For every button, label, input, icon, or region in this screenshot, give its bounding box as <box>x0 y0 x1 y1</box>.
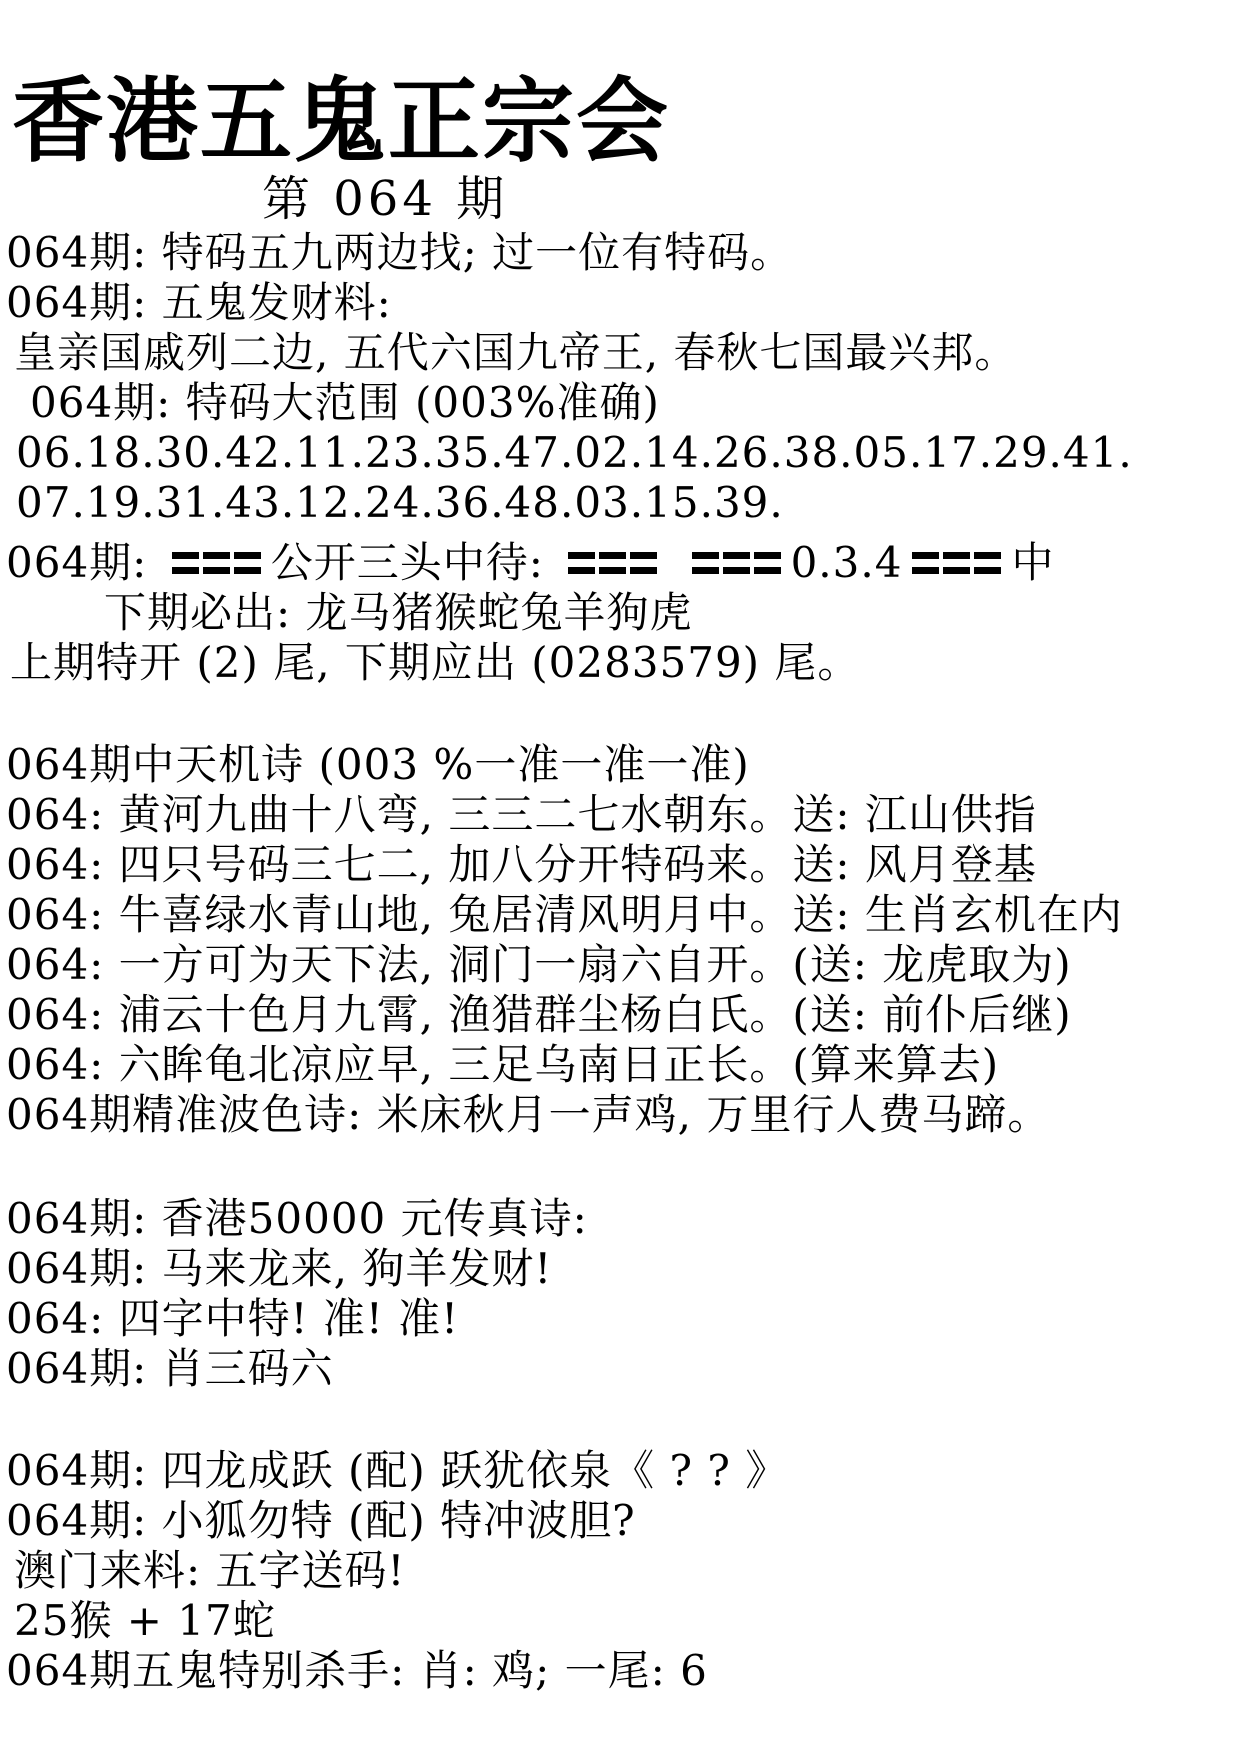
text-line: 064: 黄河九曲十八弯, 三三二七水朝东。送: 江山供指 <box>6 790 1037 839</box>
text-line: 25猴 + 17蛇 <box>14 1596 276 1645</box>
text-line: 皇亲国戚列二边, 五代六国九帝王, 春秋七国最兴邦。 <box>14 328 1018 377</box>
bars-icon <box>566 538 659 588</box>
text-line: 064期五鬼特别杀手: 肖: 鸡; 一尾: 6 <box>6 1646 708 1695</box>
text-line: 06.18.30.42.11.23.35.47.02.14.26.38.05.17.29.41. <box>16 428 1133 477</box>
page-title: 香港五鬼正宗会 <box>12 68 671 175</box>
bars-icon <box>170 538 263 588</box>
text-line: 064: 四只号码三七二, 加八分开特码来。送: 风月登基 <box>6 840 1037 889</box>
text-line: 064期: 马来龙来, 狗羊发财! <box>6 1244 553 1293</box>
text-line: 064期: 特码五九两边找; 过一位有特码。 <box>6 228 794 277</box>
text-line: 064期精准波色诗: 米床秋月一声鸡, 万里行人费马蹄。 <box>6 1090 1051 1139</box>
special-text-2: 0.3.4 <box>790 538 903 587</box>
text-line: 064期: 小狐勿特 (配) 特冲波胆? <box>6 1496 636 1545</box>
text-line: 064期: 四龙成跃 (配) 跃犹依泉《 ? ? 》 <box>6 1446 789 1495</box>
text-line: 澳门来料: 五字送码! <box>14 1546 406 1595</box>
text-line: 064: 四字中特! 准! 准! <box>6 1294 460 1343</box>
text-line: 064: 六眸龟北凉应早, 三足乌南日正长。(算来算去) <box>6 1040 1000 1089</box>
special-text-1: 公开三头中待: <box>270 538 544 587</box>
text-line: 下期必出: 龙马猪猴蛇兔羊狗虎 <box>104 588 693 637</box>
text-line: 064: 浦云十色月九霄, 渔猎群尘杨白氏。(送: 前仆后继) <box>6 990 1072 1039</box>
text-line: 064期: 特码大范围 (003%准确) <box>30 378 660 427</box>
text-line: 064期: 五鬼发财料: <box>6 278 392 327</box>
text-line: 064期: 香港50000 元传真诗: <box>6 1194 588 1243</box>
text-line: 064: 一方可为天下法, 洞门一扇六自开。(送: 龙虎取为) <box>6 940 1072 989</box>
bars-icon <box>690 538 783 588</box>
text-line: 07.19.31.43.12.24.36.48.03.15.39. <box>16 478 784 527</box>
text-line: 064: 牛喜绿水青山地, 兔居清风明月中。送: 生肖玄机在内 <box>6 890 1123 939</box>
text-line: 上期特开 (2) 尾, 下期应出 (0283579) 尾。 <box>10 638 861 687</box>
bars-icon <box>910 538 1003 588</box>
special-line <box>6 538 1054 588</box>
special-prefix: 064期: <box>6 538 148 587</box>
text-line: 064期中天机诗 (003 %一准一准一准) <box>6 740 750 789</box>
text-line: 064期: 肖三码六 <box>6 1344 334 1393</box>
issue-number: 第 064 期 <box>262 171 509 227</box>
special-suffix: 中 <box>1011 538 1055 587</box>
